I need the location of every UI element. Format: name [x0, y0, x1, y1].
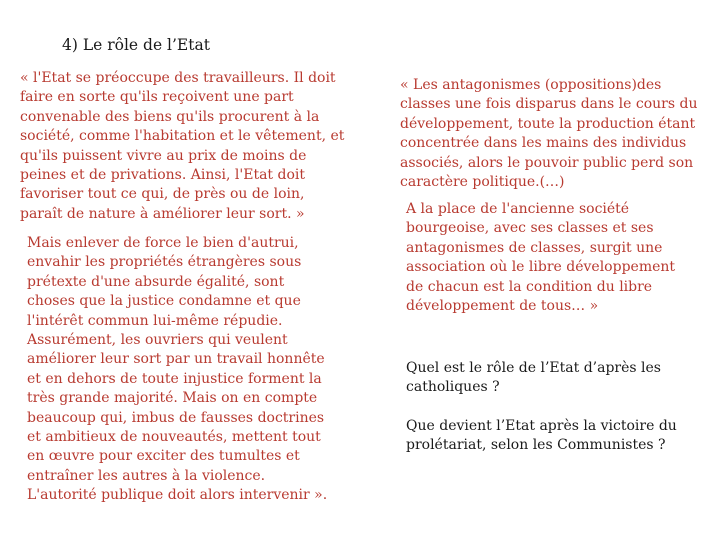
left-quote-paragraph-2: Mais enlever de force le bien d'autrui, envahir les propriétés étrangères sous prétexte d'une absurde égalité, sont choses que la justice condamne et que l'intérêt commun lui-même répudie. Assurément, les ouvriers qui veulent améliorer leur sort par un travail honnête et en dehors de toute injustice forment la très grande majorité. Mais on en compte beaucoup qui, imbus de fausses doctrines et ambitieux de nouveautés, mettent tout en œuvre pour exciter des tumultes et entraîner les autres à la violence. L'autorité publique doit alors intervenir ». — [27, 235, 328, 504]
section-title: 4) Le rôle de l’Etat — [62, 36, 210, 54]
right-quote-paragraph-1: « Les antagonismes (oppositions)des classes une fois disparus dans le cours du développement, toute la production étant concentrée dans les mains des individus associés, alors le pouvoir public perd son caractère politique.(…) — [400, 77, 698, 191]
right-quote-paragraph-2: A la place de l'ancienne société bourgeoise, avec ses classes et ses antagonismes de classes, surgit une association où le libre développement de chacun est la condition du libre développement de tous… » — [406, 201, 676, 315]
left-quote-paragraph-1: « l'Etat se préoccupe des travailleurs. Il doit faire en sorte qu'ils reçoivent une part convenable des biens qu'ils procurent à la société, comme l'habitation et le vêtement, et qu'ils puissent vivre au prix de moins de peines et de privations. Ainsi, l'Etat doit favoriser tout ce qui, de près ou de loin, paraît de nature à améliorer leur sort. » — [20, 70, 345, 222]
question-2: Que devient l’Etat après la victoire du prolétariat, selon les Communistes ? — [406, 418, 677, 454]
question-1: Quel est le rôle de l’Etat d’après les catholiques ? — [406, 360, 661, 396]
